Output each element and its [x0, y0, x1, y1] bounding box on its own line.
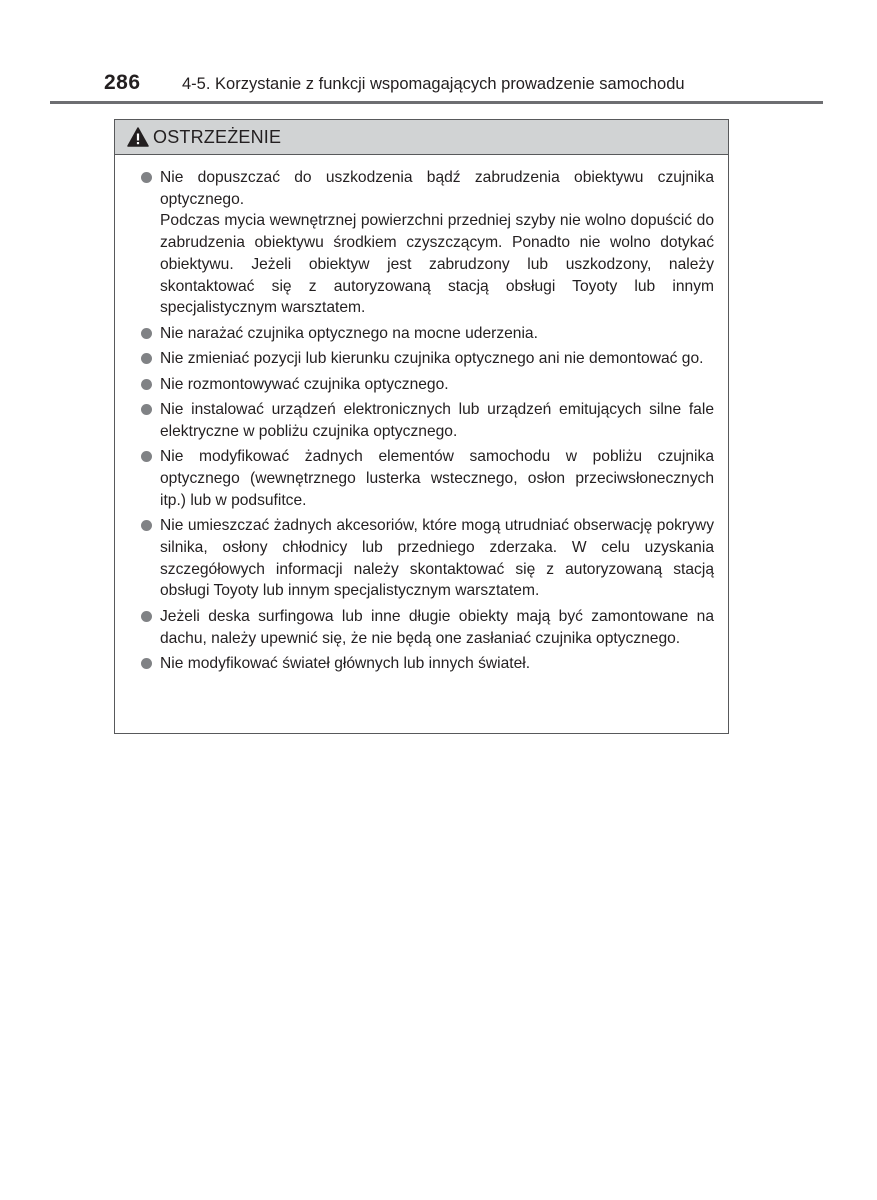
bullet-icon — [141, 328, 152, 339]
warning-item — [141, 606, 714, 649]
section-title: 4-5. Korzystanie z funkcji wspomagających prowadzenie samochodu — [182, 75, 685, 93]
warning-item — [141, 167, 714, 319]
warning-item — [141, 446, 714, 511]
warning-item-text: Nie umieszczać żadnych akcesoriów, które mogą utrudniać obserwację pokrywy silnika, osłony chłodnicy lub przedniego zderzaka. W celu uzyskania szczegółowych informacji należy skontaktować się z autoryzowaną stacją obsługi Toyoty lub innym specjalistycznym warsztatem. — [160, 517, 714, 600]
warning-item-text: Nie instalować urządzeń elektronicznych lub urządzeń emitujących silne fale elektryczne w pobliżu czujnika optycznego. — [160, 401, 714, 440]
warning-item-text: Nie zmieniać pozycji lub kierunku czujnika optycznego ani nie demontować go. — [160, 350, 704, 368]
warning-item — [141, 399, 714, 442]
bullet-icon — [141, 451, 152, 462]
bullet-icon — [141, 353, 152, 364]
header-divider — [50, 101, 823, 104]
warning-box — [114, 119, 729, 734]
bullet-icon — [141, 379, 152, 390]
warning-item-detail: Podczas mycia wewnętrznej powierzchni przedniej szyby nie wolno dopuścić do zabrudzenia obiektywu środkiem czyszczącym. Ponadto nie wolno dotykać obiektywu. Jeżeli obiektyw jest zabrudzony lub uszkodzony, należy skontaktować się z autoryzowaną stacją obsługi Toyoty lub innym specjalistycznym warsztatem. — [160, 212, 714, 317]
page-header — [104, 71, 685, 101]
warning-list — [115, 155, 728, 675]
warning-item-text: Nie modyfikować świateł głównych lub innych świateł. — [160, 655, 531, 673]
bullet-icon — [141, 611, 152, 622]
warning-item — [141, 348, 714, 370]
bullet-icon — [141, 520, 152, 531]
warning-item — [141, 515, 714, 602]
warning-item — [141, 323, 714, 345]
warning-item — [141, 374, 714, 396]
bullet-icon — [141, 658, 152, 669]
bullet-icon — [141, 172, 152, 183]
warning-item-text: Jeżeli deska surfingowa lub inne długie obiekty mają być zamontowane na dachu, należy upewnić się, że nie będą one zasłaniać czujnika optycznego. — [160, 607, 714, 647]
warning-triangle-icon — [127, 127, 149, 147]
warning-item-text: Nie dopuszczać do uszkodzenia bądź zabrudzenia obiektywu czujnika optycznego. — [160, 169, 714, 208]
warning-item-text: Nie modyfikować żadnych elementów samochodu w pobliżu czujnika optycznego (wewnętrznego lusterka wstecznego, osłon przeciwsłonecznych itp.) lub w podsufitce. — [160, 448, 714, 509]
warning-item — [141, 653, 714, 675]
bullet-icon — [141, 404, 152, 415]
warning-item-text: Nie rozmontowywać czujnika optycznego. — [160, 375, 449, 393]
warning-title: OSTRZEŻENIE — [153, 126, 282, 147]
page-number: 286 — [104, 71, 141, 94]
warning-item-text: Nie narażać czujnika optycznego na mocne uderzenia. — [160, 324, 538, 342]
warning-title-bar — [115, 120, 728, 155]
